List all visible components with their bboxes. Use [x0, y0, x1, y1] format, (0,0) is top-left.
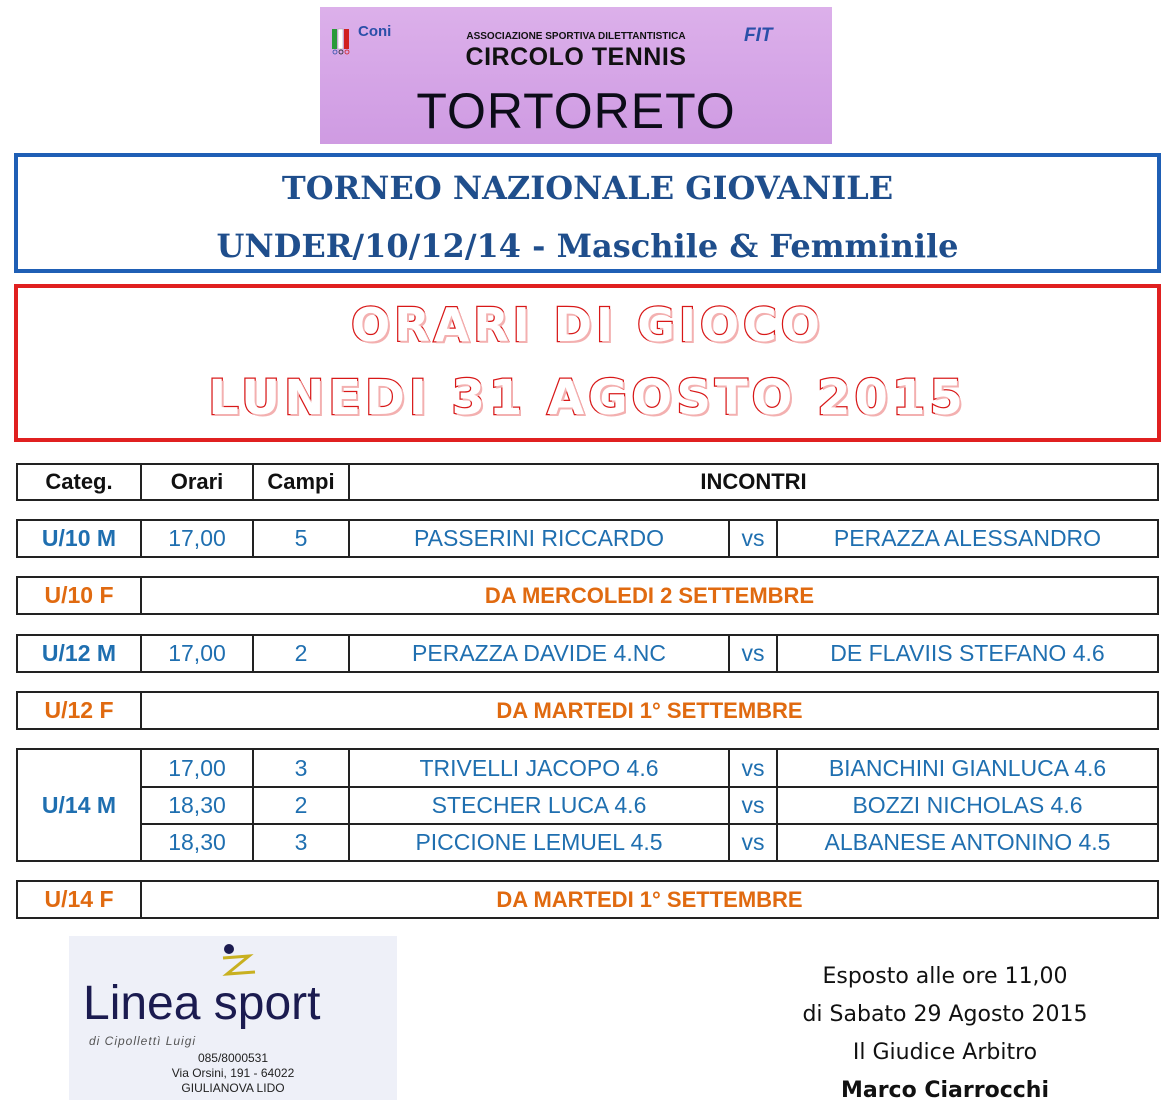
header-categ: Categ. — [45, 469, 113, 494]
coni-label: Coni — [358, 23, 392, 40]
category-u12m: U/12 M — [41, 640, 117, 666]
match-time: 17,00 — [168, 754, 226, 781]
table-row — [16, 576, 1159, 615]
vs-label: vs — [741, 640, 765, 666]
player-one: PICCIONE LEMUEL 4.5 — [415, 829, 663, 855]
category-u10m: U/10 M — [41, 525, 117, 551]
vs-label: vs — [741, 792, 765, 818]
player-one: STECHER LUCA 4.6 — [431, 792, 647, 818]
match-court: 5 — [294, 525, 308, 551]
category-u14f: U/14 F — [44, 886, 114, 912]
sponsor-phone: 085/8000531 — [197, 1051, 269, 1065]
vs-label: vs — [741, 754, 765, 781]
association-label: ASSOCIAZIONE SPORTIVA DILETTANTISTICA — [466, 31, 686, 42]
category-note: DA MERCOLEDI 2 SETTEMBRE — [484, 582, 815, 608]
category-u14m: U/14 M — [41, 791, 117, 818]
referee-name: Marco Ciarrocchi — [840, 1078, 1050, 1103]
category-note: DA MARTEDI 1° SETTEMBRE — [496, 697, 803, 723]
referee-title: Il Giudice Arbitro — [852, 1040, 1038, 1065]
fit-label: FIT — [744, 25, 773, 46]
club-name: CIRCOLO TENNIS — [465, 43, 687, 71]
player-two: PERAZZA ALESSANDRO — [833, 525, 1102, 551]
category-note: DA MARTEDI 1° SETTEMBRE — [496, 886, 803, 912]
header-orari: Orari — [170, 469, 224, 494]
sponsor-address: Via Orsini, 191 - 64022 — [171, 1066, 295, 1080]
match-time: 17,00 — [168, 640, 226, 666]
vs-label: vs — [741, 525, 765, 551]
player-two: BOZZI NICHOLAS 4.6 — [852, 792, 1083, 818]
posting-notice — [760, 958, 1130, 1110]
category-u10f: U/10 F — [44, 582, 114, 608]
header-incontri: INCONTRI — [700, 469, 807, 494]
player-two: BIANCHINI GIANLUCA 4.6 — [828, 754, 1107, 781]
sponsor-name: Linea sport — [83, 977, 321, 1030]
town-name: TORTORETO — [416, 83, 736, 139]
sponsor-logo — [69, 936, 397, 1100]
match-time: 17,00 — [168, 525, 226, 551]
category-u12f: U/12 F — [44, 697, 114, 723]
table-row — [16, 748, 1159, 862]
player-one: PERAZZA DAVIDE 4.NC — [412, 640, 666, 666]
header-campi: Campi — [267, 469, 335, 494]
player-two: ALBANESE ANTONINO 4.5 — [824, 829, 1111, 855]
match-court: 2 — [294, 792, 308, 818]
table-row — [16, 880, 1159, 919]
vs-label: vs — [741, 829, 765, 855]
player-two: DE FLAVIIS STEFANO 4.6 — [830, 640, 1105, 666]
posted-time: Esposto alle ore 11,00 — [822, 964, 1068, 989]
tournament-subtitle: UNDER/10/12/14 - Maschile & Femminile — [216, 227, 959, 265]
posted-date: di Sabato 29 Agosto 2015 — [802, 1002, 1088, 1027]
table-row — [16, 691, 1159, 730]
tennis-ball-racket-icon — [219, 942, 259, 976]
schedule-date: LUNEDI 31 AGOSTO 2015 — [208, 370, 967, 426]
player-one: TRIVELLI JACOPO 4.6 — [419, 754, 659, 781]
match-time: 18,30 — [168, 792, 226, 818]
match-court: 3 — [294, 754, 308, 781]
sponsor-owner: di Cipollettì Luigi — [89, 1034, 197, 1048]
sponsor-city: GIULIANOVA LIDO — [181, 1081, 285, 1095]
table-row — [16, 634, 1159, 673]
match-court: 2 — [294, 640, 308, 666]
player-one: PASSERINI RICCARDO — [413, 525, 665, 551]
table-row — [16, 519, 1159, 558]
match-time: 18,30 — [168, 829, 226, 855]
schedule-heading: ORARI DI GIOCO — [351, 298, 824, 352]
match-court: 3 — [294, 829, 308, 855]
table-header — [16, 463, 1159, 501]
schedule-title-box — [14, 284, 1161, 442]
club-logo — [320, 7, 832, 144]
tournament-title-box — [14, 153, 1161, 273]
tournament-title: TORNEO NAZIONALE GIOVANILE — [281, 169, 894, 207]
